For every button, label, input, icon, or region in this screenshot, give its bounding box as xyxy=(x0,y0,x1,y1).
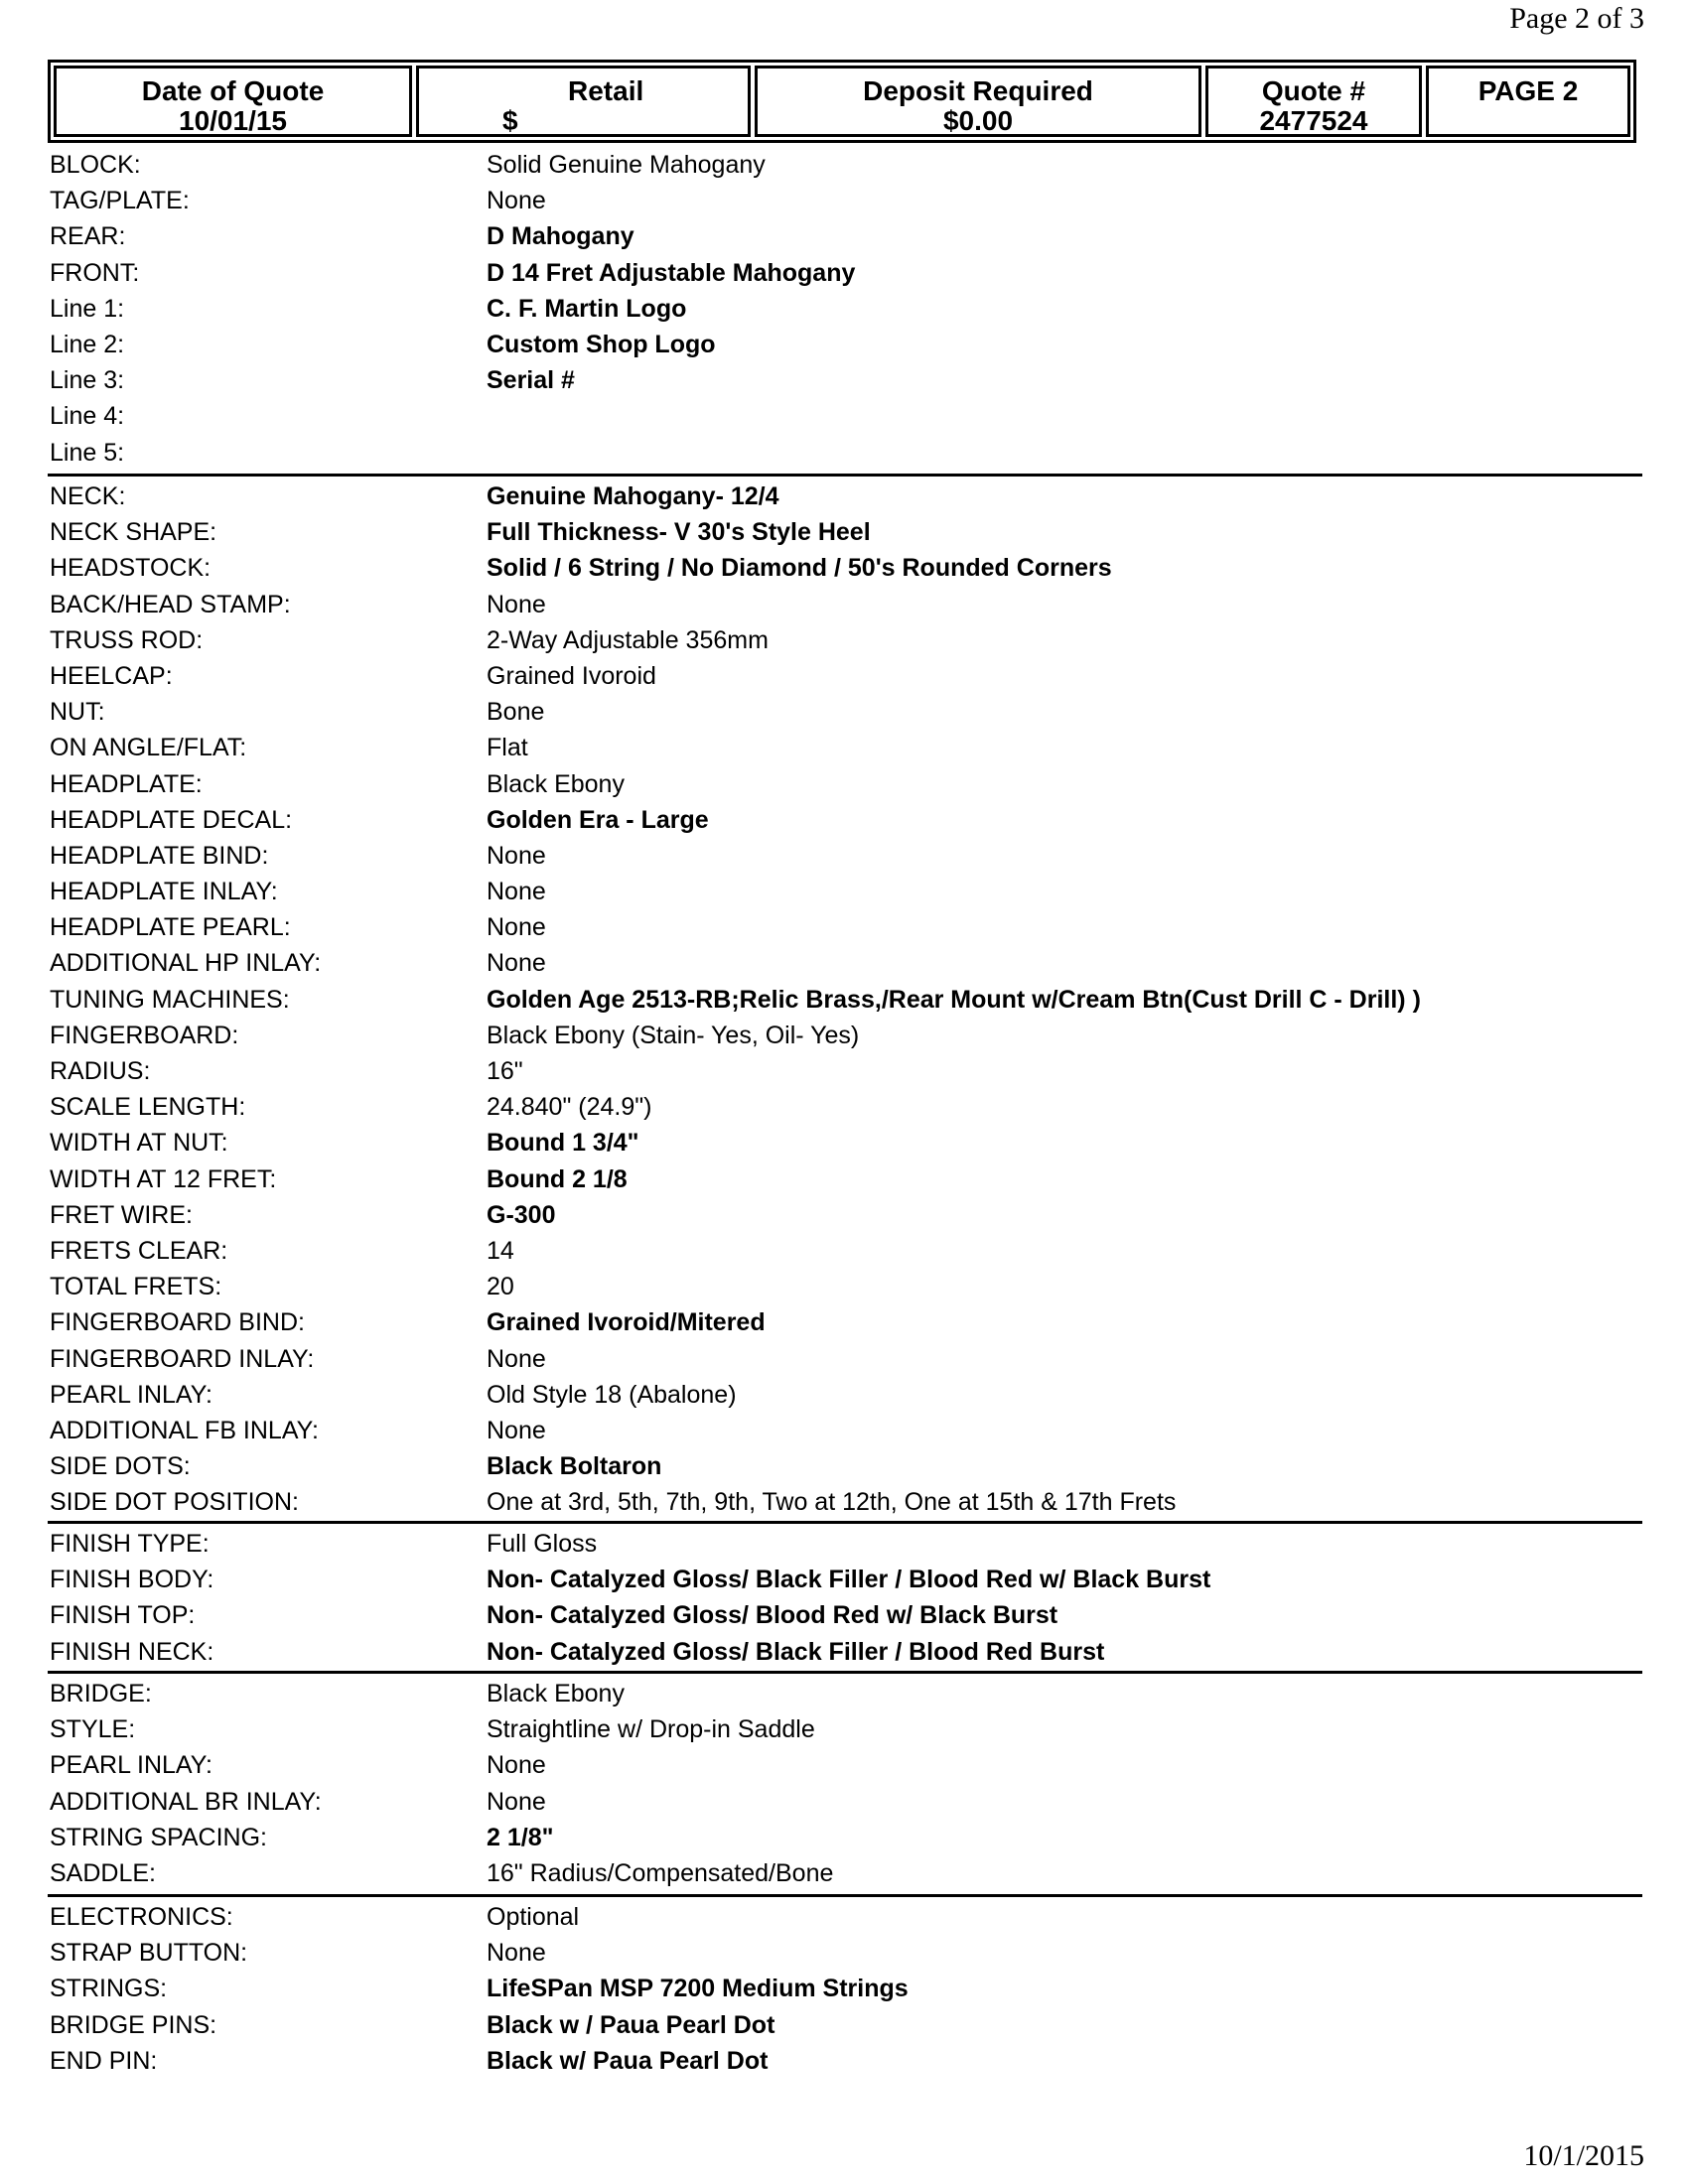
spec-value: Grained Ivoroid/Mitered xyxy=(487,1308,766,1337)
spec-value: Custom Shop Logo xyxy=(487,330,716,358)
spec-label: ON ANGLE/FLAT: xyxy=(50,734,247,762)
spec-label: FRET WIRE: xyxy=(50,1200,193,1229)
spec-value: Black w/ Paua Pearl Dot xyxy=(487,2046,769,2075)
spec-label: ADDITIONAL BR INLAY: xyxy=(50,1787,322,1816)
spec-section-bridge xyxy=(48,1676,1636,1891)
spec-label: Line 4: xyxy=(50,402,125,431)
spec-row xyxy=(48,730,1636,765)
spec-label: STRING SPACING: xyxy=(50,1823,268,1851)
spec-value: Full Thickness- V 30's Style Heel xyxy=(487,518,871,547)
spec-value: C. F. Martin Logo xyxy=(487,294,687,323)
spec-row xyxy=(48,1971,1636,2006)
spec-row xyxy=(48,1935,1636,1971)
page-label: PAGE 2 xyxy=(1477,75,1579,106)
spec-row xyxy=(48,291,1636,327)
spec-label: FINGERBOARD BIND: xyxy=(50,1308,305,1337)
spec-row xyxy=(48,1018,1636,1053)
spec-label: FINISH TOP: xyxy=(50,1601,196,1630)
spec-row xyxy=(48,2043,1636,2079)
spec-row xyxy=(48,398,1636,434)
spec-label: PEARL INLAY: xyxy=(50,1380,212,1409)
spec-label: HEADPLATE INLAY: xyxy=(50,878,278,906)
spec-label: PEARL INLAY: xyxy=(50,1751,212,1780)
spec-label: TUNING MACHINES: xyxy=(50,985,290,1014)
spec-label: NECK: xyxy=(50,482,126,510)
spec-row xyxy=(48,1676,1636,1711)
spec-row xyxy=(48,1597,1636,1633)
spec-label: FRETS CLEAR: xyxy=(50,1236,228,1265)
spec-value: Optional xyxy=(487,1903,580,1931)
spec-value: Flat xyxy=(487,734,528,762)
spec-label: WIDTH AT NUT: xyxy=(50,1129,228,1158)
spec-value: 16" Radius/Compensated/Bone xyxy=(487,1858,834,1887)
spec-label: NECK SHAPE: xyxy=(50,518,217,547)
spec-section-hardware xyxy=(48,1899,1636,2079)
deposit-label: Deposit Required xyxy=(863,75,1093,106)
spec-value: Golden Era - Large xyxy=(487,805,709,834)
spec-value: D 14 Fret Adjustable Mahogany xyxy=(487,258,856,287)
spec-row xyxy=(48,909,1636,945)
spec-label: HEELCAP: xyxy=(50,661,173,690)
spec-row xyxy=(48,802,1636,838)
header-retail-cell xyxy=(416,66,751,137)
spec-row xyxy=(48,1341,1636,1377)
spec-value: None xyxy=(487,1787,546,1816)
spec-row xyxy=(48,1899,1636,1935)
spec-row xyxy=(48,1784,1636,1820)
date-label: Date of Quote xyxy=(141,75,325,106)
spec-row xyxy=(48,1197,1636,1233)
spec-label: SIDE DOT POSITION: xyxy=(50,1488,299,1517)
spec-label: SCALE LENGTH: xyxy=(50,1093,246,1122)
spec-row xyxy=(48,327,1636,362)
spec-row xyxy=(48,514,1636,550)
spec-label: FINGERBOARD: xyxy=(50,1021,239,1049)
spec-value: 2 1/8" xyxy=(487,1823,554,1851)
spec-row xyxy=(48,658,1636,694)
spec-label: STRINGS: xyxy=(50,1975,168,2003)
quote-label: Quote # xyxy=(1261,75,1366,106)
spec-label: NUT: xyxy=(50,698,105,727)
spec-value: Bound 1 3/4" xyxy=(487,1129,639,1158)
spec-label: STYLE: xyxy=(50,1715,136,1744)
spec-value: Full Gloss xyxy=(487,1530,598,1558)
spec-value: None xyxy=(487,1751,546,1780)
spec-row xyxy=(48,1053,1636,1089)
spec-value: 2-Way Adjustable 356mm xyxy=(487,625,769,654)
spec-value: Straightline w/ Drop-in Saddle xyxy=(487,1715,815,1744)
spec-value: None xyxy=(487,878,546,906)
spec-value: Non- Catalyzed Gloss/ Black Filler / Blood Red w/ Black Burst xyxy=(487,1566,1211,1594)
spec-label: Line 2: xyxy=(50,330,125,358)
spec-section-neck xyxy=(48,478,1636,1520)
spec-value: None xyxy=(487,913,546,942)
page-number: Page 2 of 3 xyxy=(1509,2,1644,35)
spec-value: None xyxy=(487,590,546,618)
spec-row xyxy=(48,1562,1636,1597)
spec-label: HEADPLATE: xyxy=(50,769,203,798)
spec-row xyxy=(48,587,1636,622)
spec-label: Line 1: xyxy=(50,294,125,323)
spec-value: Black w / Paua Pearl Dot xyxy=(487,2010,775,2039)
retail-value: $ xyxy=(502,105,518,136)
header-deposit-cell xyxy=(755,66,1201,137)
spec-label: SADDLE: xyxy=(50,1858,156,1887)
spec-row xyxy=(48,1855,1636,1891)
spec-label: REAR: xyxy=(50,222,126,251)
spec-row xyxy=(48,1161,1636,1197)
spec-value: Black Ebony (Stain- Yes, Oil- Yes) xyxy=(487,1021,860,1049)
spec-row xyxy=(48,694,1636,730)
spec-label: BLOCK: xyxy=(50,151,141,179)
spec-row xyxy=(48,255,1636,291)
spec-label: TRUSS ROD: xyxy=(50,625,204,654)
spec-row xyxy=(48,478,1636,514)
spec-row xyxy=(48,1233,1636,1269)
spec-row xyxy=(48,550,1636,586)
spec-label: STRAP BUTTON: xyxy=(50,1939,248,1968)
spec-value: Serial # xyxy=(487,366,575,395)
section-divider xyxy=(48,1671,1642,1674)
spec-row xyxy=(48,1711,1636,1747)
spec-row xyxy=(48,1484,1636,1520)
spec-value: G-300 xyxy=(487,1200,556,1229)
spec-value: Bound 2 1/8 xyxy=(487,1164,628,1193)
spec-label: TOTAL FRETS: xyxy=(50,1273,222,1301)
spec-label: RADIUS: xyxy=(50,1057,151,1085)
retail-label: Retail xyxy=(568,75,644,106)
spec-label: FINGERBOARD INLAY: xyxy=(50,1344,315,1373)
spec-value: None xyxy=(487,841,546,870)
spec-row xyxy=(48,1634,1636,1670)
spec-label: FINISH BODY: xyxy=(50,1566,214,1594)
spec-section-finish xyxy=(48,1526,1636,1670)
spec-label: FINISH NECK: xyxy=(50,1637,214,1666)
quote-value: 2477524 xyxy=(1259,105,1368,136)
spec-value: Black Ebony xyxy=(487,769,625,798)
spec-row xyxy=(48,874,1636,909)
spec-label: SIDE DOTS: xyxy=(50,1452,191,1481)
spec-label: Line 3: xyxy=(50,366,125,395)
spec-label: HEADPLATE DECAL: xyxy=(50,805,293,834)
spec-value: Genuine Mahogany- 12/4 xyxy=(487,482,779,510)
deposit-value: $0.00 xyxy=(942,105,1014,136)
spec-value: Grained Ivoroid xyxy=(487,661,656,690)
spec-label: WIDTH AT 12 FRET: xyxy=(50,1164,277,1193)
header-date-cell xyxy=(54,66,412,137)
spec-value: None xyxy=(487,1416,546,1444)
spec-row xyxy=(48,435,1636,471)
spec-row xyxy=(48,766,1636,802)
spec-value: One at 3rd, 5th, 7th, 9th, Two at 12th, One at 15th & 17th Frets xyxy=(487,1488,1177,1517)
spec-value: Old Style 18 (Abalone) xyxy=(487,1380,737,1409)
spec-label: BRIDGE: xyxy=(50,1680,152,1707)
spec-row xyxy=(48,1377,1636,1413)
spec-row xyxy=(48,1747,1636,1783)
spec-label: HEADSTOCK: xyxy=(50,554,211,583)
spec-value: Solid Genuine Mahogany xyxy=(487,151,766,179)
section-divider xyxy=(48,1521,1642,1524)
spec-label: Line 5: xyxy=(50,438,125,467)
spec-value: None xyxy=(487,949,546,978)
spec-row xyxy=(48,1413,1636,1448)
spec-value: None xyxy=(487,1344,546,1373)
spec-label: FRONT: xyxy=(50,258,140,287)
spec-row xyxy=(48,1448,1636,1484)
section-divider xyxy=(48,1894,1642,1897)
spec-row xyxy=(48,982,1636,1018)
spec-row xyxy=(48,183,1636,218)
spec-label: ADDITIONAL FB INLAY: xyxy=(50,1416,319,1444)
spec-row xyxy=(48,2007,1636,2043)
spec-row xyxy=(48,1089,1636,1125)
spec-row xyxy=(48,1125,1636,1160)
spec-section-body xyxy=(48,147,1636,471)
spec-row xyxy=(48,362,1636,398)
section-divider xyxy=(48,474,1642,477)
spec-value: 14 xyxy=(487,1236,514,1265)
spec-label: HEADPLATE PEARL: xyxy=(50,913,291,942)
date-value: 10/01/15 xyxy=(179,105,287,136)
spec-row xyxy=(48,1526,1636,1562)
spec-value: LifeSPan MSP 7200 Medium Strings xyxy=(487,1975,909,2003)
spec-value: 24.840" (24.9") xyxy=(487,1093,652,1122)
spec-label: TAG/PLATE: xyxy=(50,187,190,215)
spec-value: Golden Age 2513-RB;Relic Brass,/Rear Mount w/Cream Btn(Cust Drill C - Drill) ) xyxy=(487,985,1421,1014)
spec-row xyxy=(48,838,1636,874)
spec-label: FINISH TYPE: xyxy=(50,1530,210,1558)
header-quote-cell xyxy=(1205,66,1422,137)
spec-row xyxy=(48,1820,1636,1855)
spec-value: None xyxy=(487,1939,546,1968)
spec-value: None xyxy=(487,187,546,215)
header-page-cell xyxy=(1426,66,1630,137)
spec-value: 20 xyxy=(487,1273,514,1301)
spec-value: D Mahogany xyxy=(487,222,634,251)
spec-label: HEADPLATE BIND: xyxy=(50,841,269,870)
spec-label: END PIN: xyxy=(50,2046,158,2075)
spec-value: 16" xyxy=(487,1057,523,1085)
spec-label: BACK/HEAD STAMP: xyxy=(50,590,291,618)
quote-header-table xyxy=(48,60,1636,143)
spec-value: Black Ebony xyxy=(487,1680,625,1707)
spec-row xyxy=(48,1304,1636,1340)
spec-value: Solid / 6 String / No Diamond / 50's Rounded Corners xyxy=(487,554,1112,583)
footer-date: 10/1/2015 xyxy=(1523,2139,1644,2172)
spec-label: BRIDGE PINS: xyxy=(50,2010,217,2039)
spec-value: Non- Catalyzed Gloss/ Blood Red w/ Black Burst xyxy=(487,1601,1058,1630)
spec-label: ELECTRONICS: xyxy=(50,1903,233,1931)
spec-row xyxy=(48,1269,1636,1304)
spec-row xyxy=(48,945,1636,981)
spec-value: Bone xyxy=(487,698,545,727)
spec-label: ADDITIONAL HP INLAY: xyxy=(50,949,322,978)
spec-row xyxy=(48,147,1636,183)
spec-value: Black Boltaron xyxy=(487,1452,662,1481)
spec-row xyxy=(48,622,1636,658)
spec-row xyxy=(48,218,1636,254)
spec-value: Non- Catalyzed Gloss/ Black Filler / Blood Red Burst xyxy=(487,1637,1105,1666)
